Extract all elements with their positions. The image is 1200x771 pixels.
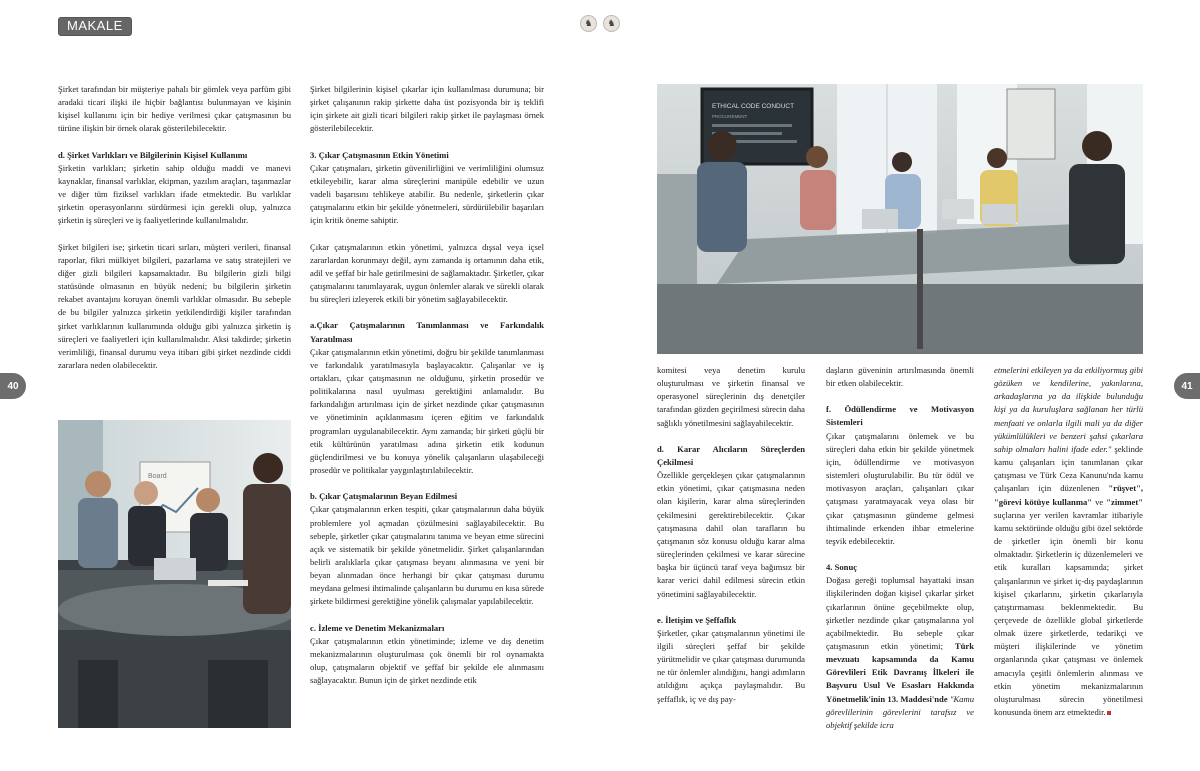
paragraph: Şirketin varlıkları; şirketin sahip olduğu maddi ve manevi kaynaklar, finansal varlıklar, ekipman, yazılım araçları, taşınmazlar ve diğer tüm fiziksel varlıkları ifade etmektedir. Bu varlıklar şirketin operasyonlarını sürdürmesi için gerekli olup, yalnızca şirketin iş süreçleri ve iş faaliyetlerinde kullanılmalıdır. bbox=[58, 162, 291, 226]
meeting-photo-right-illustration bbox=[657, 84, 1143, 354]
publisher-logos bbox=[580, 15, 620, 32]
horse-logo-icon: ♞ bbox=[580, 15, 597, 32]
section-heading: b. Çıkar Çatışmalarının Beyan Edilmesi bbox=[310, 491, 458, 502]
paragraph: Çıkar çatışmalarının etkin yönetiminde; izleme ve dış denetim mekanizmalarının oluşturulması çok önemli bir rol oynamakta olup, çatışmaların objektif ve şeffaf bir şekilde ele alınmasını sağlayacaktır. Bunun için de şirket nezdinde etik bbox=[310, 635, 544, 686]
section-heading: f. Ödüllendirme ve Motivasyon Sistemleri bbox=[826, 404, 974, 428]
paragraph: Özellikle gerçekleşen çıkar çatışmalarının etkin yönetimi, çıkar çatışmasına neden olan kişilerin, karar alma süreçlerinden çekilmesini gerektirebilecektir. Çıkar çatışmasına dahil olan tarafların bu çatışmanın söz konusu olduğu karar alma süreçlerinden çekilmesi ve karar sürecine başka bir üçüncü taraf veya bağımsız bir karar verici dahil edilmesi sürecin etkin yönetimini sağlayabilecektir. bbox=[657, 470, 805, 599]
text-run-bold: Türk mevzuatı kapsamında da Kamu Görevlileri Etik Davranış İlkeleri ile Başvuru Usul Ve Esasları Hakkında Yönetmelik'inin 13. Maddesi'nde bbox=[826, 640, 974, 704]
column-4 bbox=[826, 364, 974, 732]
paragraph: komitesi veya denetim kurulu oluşturulması ve şirketin finansal ve operasyonel süreçlerinin dış denetçiler tarafından gözden geçirilmesi sürecin daha sağlıklı yönetilmesini sağlayabilecektir. bbox=[657, 365, 805, 428]
column-1 bbox=[58, 83, 291, 413]
paragraph: Çıkar çatışmalarının etkin yönetimi, yalnızca dışsal veya içsel zararlardan korunmayı değil, aynı zamanda iş ortamının daha etik, adil ve şeffaf bir hale getirilmesini de sağlamaktadır. Şirketler, çıkar çatışmalarını tanımlayarak, uygun önlemler alarak ve sürekli olarak bu süreçleri izleyerek etkili bir yönetim sağlayabilecektir. bbox=[310, 241, 544, 305]
text-run: ve bbox=[1092, 496, 1107, 507]
section-heading: a.Çıkar Çatışmalarının Tanımlanması ve Farkındalık Yaratılması bbox=[310, 320, 544, 344]
board-text: Board bbox=[148, 473, 167, 480]
paragraph: Çıkar çatışmaları, şirketin güvenilirliğini ve verimliliğini olumsuz etkileyebilir, karar alma süreçlerini manipüle edebilir ve uzun vadeli başarısını tehlikeye atabilir. Bu nedenle, şirketlerin çıkar çatışmalarını etkin bir şekilde yönetmeleri, sürdürülebilir başarıları için kritik öneme sahiptir. bbox=[310, 162, 544, 226]
text-run: suçlarına yer verilen kavramlar itibariyle kamu sektöründe olduğu gibi özel sektörde de şirketler için önemli bir konu olmaktadır. Şirketlerin iç düzenlemeleri ve etik kuralları kapsamında; şirket çalışanlarının ve şirket iç-dış paydaşlarının kişisel çıkarlarını, şirketin çıkarlarıyla çatıştırmaması beklenmektedir. Bu çerçevede de özellikle global şirketlerde olmak üzere şirketlerde, tedarikçi ve müşteri ilişkilerinde ve yönetim organlarında çıkar çatışması ve önlemek amacıyla çeşitli önlemlerin alınması ve etkin yönetim mekanizmalarının oluşturulması sürecin yönetilmesi konusunda önem arz etmektedir. bbox=[994, 509, 1143, 718]
section-heading: d. Şirket Varlıkları ve Bilgilerinin Kişisel Kullanımı bbox=[58, 149, 248, 160]
paragraph: Şirketler, çıkar çatışmalarının yönetimi ile ilgili süreçleri şeffaf bir şekilde yürütmelidir ve çıkar çatışması durumunda ne tür önlemler alındığını, hangi adımların atıldığını açıkça paylaşmalıdır. Bu şeffaflık, iç ve dış pay- bbox=[657, 627, 805, 704]
page-number-right: 41 bbox=[1174, 373, 1200, 399]
text-run-bold: "rüşvet", "görevi kötüye kullanma" bbox=[994, 483, 1143, 507]
paragraph bbox=[826, 574, 974, 732]
end-mark bbox=[1107, 711, 1111, 715]
column-3 bbox=[657, 364, 805, 732]
text-run-italic: etmelerini etkileyen ya da etkiliyormuş gibi gözüken ve kendilerine, yakınlarına, arkadaşlarına ya da ilişkide bulunduğu kişi ya da kuruluşlara sağlanan her türlü menfaati ve onlarla ilgili mali ya da diğer yükümlülükleri ve benzeri şahsi çıkarlara sahip olmaları halini ifade eder." bbox=[994, 365, 1143, 454]
meeting-photo-left bbox=[58, 420, 291, 728]
paragraph: Çıkar çatışmalarının etkin yönetimi, doğru bir şekilde tanımlanması ve farkındalık yaratılmasıyla başlayacaktır. Çalışanlar ve iş ortakları, çıkar çatışmasının ne olduğunu, şirketin prosedür ve politikalarına nasıl uyulması gerektiğini anlamalıdır. Bu farkındalığın artırılması için de şirket nezdinde çıkar çatışmasının ve yönetiminin açıklanmasını içeren eğitim ve farkındalık programları uygulanabilecektir. Aynı zamanda; bir şirketi güçlü bir etik kültürünün yaratılması adına şirketin etik kodunun güçlendirilmesi ve bu konuya yönelik çalışanların ulaşabileceği prosedür ve politikalar yaygınlaştırılabilecektir. bbox=[310, 346, 544, 476]
meeting-photo-left-illustration bbox=[58, 420, 291, 728]
text-run: şeklinde kamu çalışanları için tanımlanan çıkar çatışması ve Türk Ceza Kanunu'nda kamu çalışanları için düzenlenen bbox=[994, 443, 1143, 494]
paragraph bbox=[994, 364, 1143, 719]
section-heading: 3. Çıkar Çatışmasının Etkin Yönetimi bbox=[310, 149, 449, 160]
text-run-bold: "zimmet" bbox=[1106, 496, 1143, 507]
text-run-italic: "Kamu görevlilerinin görevlerini tarafsız ve objektif şekilde icra bbox=[826, 693, 974, 730]
section-heading: d. Karar Alıcıların Süreçlerden Çekilmesi bbox=[657, 443, 805, 467]
paragraph: Şirket bilgilerinin kişisel çıkarlar için kullanılması durumuna; bir şirket çalışanının rakip şirkette daha üst pozisyonda bir iş teklifi için şirkete ait gizli ticari bilgileri rakip şirket ile paylaşması örnek gösterilebilecektir. bbox=[310, 84, 544, 134]
section-heading: e. İletişim ve Şeffaflık bbox=[657, 614, 737, 625]
paragraph: Şirket tarafından bir müşteriye pahalı bir gömlek veya parfüm gibi aradaki ticari ilişki ile hiçbir bağlantısı bulunmayan ve kişinin kişisel kullanımı için bir hediye verilmesi çıkar çatışmasının bu türüne ilişkin bir örnek olarak gösterilebilecektir. bbox=[58, 84, 291, 134]
section-tag: MAKALE bbox=[58, 17, 132, 36]
meeting-photo-right bbox=[657, 84, 1143, 354]
screen-title: ETHICAL CODE CONDUCT bbox=[712, 103, 795, 110]
paragraph: Şirket bilgileri ise; şirketin ticari sırları, müşteri verileri, finansal raporlar, fikri mülkiyet bilgileri, pazarlama ve satış stratejileri ve diğer gizli bilgileri kapsamaktadır. Bu bilgilerin gizli bilgi statüsünde olmasının en büyük nedeni; bu bilgilerin şirketin rekabet avantajını koruyan önemli varlıklar olmasıdır. Bu sebeple de bu bilgiler yalnızca şirketin yetkilendirdiği kişiler tarafından şirket varlıklarının kullanımında olduğu gibi yalnızca şirketin iş süreçleri ve faaliyetleri için kullanılmalıdır. Aksi takdirde; şirketin verimliliği, finansal durumu veya itibarı gibi şirket nezdinde ciddi zararlara neden olabilecektir. bbox=[58, 241, 291, 370]
page-number-left: 40 bbox=[0, 373, 26, 399]
paragraph: Çıkar çatışmalarını önlemek ve bu süreçleri daha etkin bir şekilde yönetmek için, ödüllendirme ve motivasyon sistemleri oluşturulabilir. Bu tür ödül ve motivasyon araçları, çalışanları çıkar çatışması yaratmayacak veya olası bir çıkar çatışmasının gündeme gelmesi ihtimalinde erkenden ihbar etmelerine teşvik edebilecektir. bbox=[826, 430, 974, 546]
horse-logo-icon: ♞ bbox=[603, 15, 620, 32]
paragraph: daşların güveninin artırılmasında önemli bir etken olabilecektir. bbox=[826, 365, 974, 389]
paragraph: Çıkar çatışmalarının erken tespiti, çıkar çatışmalarının daha büyük problemlere yol açmadan çözülmesini sağlayabilecektir. Bu sebeple, şirketler çıkar çatışmalarını tanıma ve beyan etme sürecini açık ve sistematik bir şekilde yönetmelidir. Şirket çalışanlarından belirli aralıklarla çıkar çatışması beyanı alınmasına ve yeni bir beyan alınmadan önce herhangi bir çıkar çatışması durumu meydana gelmesi ihtimalinde çalışanların bu durumu en kısa sürede şirkete bildirmesi gerektiğine yönelik çalışmalar yapılabilecektir. bbox=[310, 504, 544, 607]
screen-subtitle: PROCUREMENT bbox=[712, 114, 748, 119]
text-run: Doğası gereği toplumsal hayattaki insan ilişkilerinden doğan kişisel çıkarlar şirket çıkarlarının önüne geçebilmekte olup, şirketler nezdinde çıkar çatışmalarına yol açabilmektedir. Bu sebeple çıkar çatışmasının etkin yönetimi; bbox=[826, 575, 974, 651]
column-5 bbox=[994, 364, 1143, 732]
section-heading: 4. Sonuç bbox=[826, 562, 858, 573]
column-2 bbox=[310, 83, 544, 731]
section-heading: c. İzleme ve Denetim Mekanizmaları bbox=[310, 622, 445, 633]
